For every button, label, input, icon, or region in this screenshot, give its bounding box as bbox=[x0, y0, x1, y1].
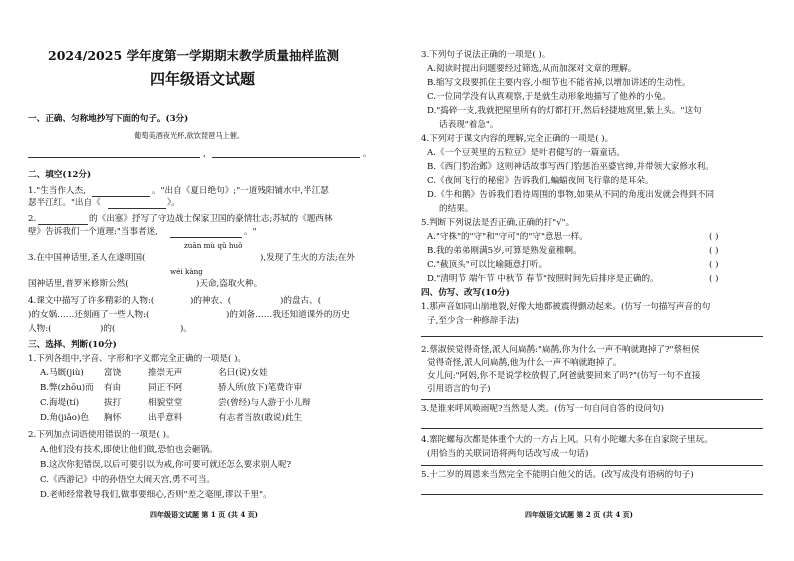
fill-q1-c: 瑟半江红。"出自《 bbox=[28, 198, 101, 208]
choice-q3: 3.下列句子说法正确的一项是( )。 bbox=[421, 50, 551, 60]
option-a[interactable]: A.阅读时提出问题要经过筛选,从而加深对文章的理解。 bbox=[427, 64, 637, 74]
fill-q2-b: 的《出塞》抒写了守边战士保家卫国的豪情壮志;苏轼的《题西林 bbox=[89, 214, 333, 224]
answer-line[interactable] bbox=[421, 399, 763, 400]
page-footer: 四年级语文试题 第 2 页 (共 4 页) bbox=[525, 510, 633, 519]
fill-q4-f: 人物:( bbox=[28, 324, 52, 334]
option-d[interactable]: D.《牛和鹅》告诉我们看待周围的事物,如果从不同的角度出发就会得到不同 bbox=[427, 190, 715, 200]
answer-line[interactable] bbox=[28, 157, 200, 158]
rewrite-q3: 3.是谁来呼风唤雨呢?当然是人类。(仿写一句自问自答的设问句) bbox=[421, 404, 664, 414]
rewrite-q2-b: 觉得奇怪,派人问扁鹊,他为什么一声不响就跑掉了。 bbox=[427, 358, 622, 368]
rewrite-q1: 1.那声音如同山崩地裂,好像大地都被震得颤动起来。(仿写一句描写声音的句 bbox=[421, 302, 711, 312]
rewrite-q2-c: 女儿问:"阿妈,你不是说学校放假了,阿爸就要回来了吗?"(仿写一句不直接 bbox=[427, 371, 701, 381]
section-3-heading: 三、选择、判断(10分) bbox=[28, 340, 117, 350]
option-b[interactable]: B.缩写文段要抓住主要内容,小细节也不能省掉,以增加讲述的生动性。 bbox=[427, 78, 691, 88]
answer-line[interactable] bbox=[421, 428, 763, 429]
judge-q5: 5.判断下列说法是否正确,正确的打"√"。 bbox=[421, 218, 575, 228]
answer-blank[interactable] bbox=[108, 208, 166, 209]
answer-line[interactable] bbox=[421, 494, 763, 495]
option-d[interactable]: D."捣碎一支,我就把屋里所有的灯都打开,然后轻捷地窝里,紫上头。"这句 bbox=[427, 106, 702, 116]
choice-q1: 1.下列各组中,字音、字形和字义都完全正确的一项是( )。 bbox=[28, 354, 247, 364]
rewrite-q4-cont: (用恰当的关联词语将两句话改写成一句话) bbox=[427, 449, 589, 459]
option-c[interactable]: C.《西游记》中的孙悟空大闹天宫,勇不可当。 bbox=[40, 475, 216, 485]
option-b[interactable]: B.《西门豹治邺》这则神话故事写西门豹惩治巫婆官绅,并带领大家修水利。 bbox=[427, 162, 714, 172]
fill-q4-b: )的神农、( bbox=[190, 296, 232, 306]
option-row[interactable]: B.弊(zhōu)而 bbox=[40, 383, 94, 393]
fill-q2-c: 壁》告诉我们一个道理:"当事者迷, bbox=[28, 227, 158, 237]
fill-q3-d: )天命,盗取火种。 bbox=[196, 279, 263, 289]
option-c[interactable]: C.一位同学没有认真观察,于是就生动形象地描写了他养的小兔。 bbox=[427, 92, 671, 102]
section-2-heading: 二、填空(12分) bbox=[28, 170, 92, 180]
answer-paren[interactable]: ( ) bbox=[709, 246, 719, 256]
exam-page-1: 2024/2025 学年度第一学期期末教学质量抽样监测 四年级语文试题 一、正确、匀称地抄写下面的句子。(3分) 葡萄美酒夜光杯,欲饮琵琶马上催。 , 。 二、填空(12分) 1."生当作人杰, 。"出自《夏日绝句》;"一道残阳铺水中,半江瑟 瑟半江红。"出自《 》。 2. 的《出塞》抒写了守边战士保家卫国的豪情壮志;苏轼的《题西林 壁》告诉我们一个道理:"当事者迷, 。" zuān mù qǔ huǒ 3.在中国神话里,圣人在遂明国( ),发现了生火的方法;在外 wéi kàng 国神话里,普罗米修斯公然( )天命,盗取火种。 4.课文中描写了许多精彩的人物:( )的神农、( )的盘古、( )的女娲……还刻画了一些人物:( )的刘备……我还知道课外的历史 人物:( )的( )。 三、选择、判断(10分) 1.下列各组中,字音、字形和字义都完全正确的一项是( )。 A.马厩(jiù) 富饶 推崇无声 名曰(说)女娃 B.弊(zhōu)而 有由 同正不阿 骄人所(放下)笔费许审 C.海堤(tí) 拔打 相貌堂堂 尝(曾经)与人游于小儿辩 D.角(jiǎo)色 胸怀 出乎意料 有志者当放(敢说)此生 2.下列加点词语使用错误的一项是( )。 A.他们没有技术,即使让他们做,恐怕也会砸锅。 B.这次你犯错误,以后可要引以为戒,你可要可就还怎么要求别人呢? C.《西游记》中的孙悟空大闹天宫,勇不可当。 D.老师经常教导我们,做事要细心,否则"差之毫厘,谬以千里"。 四年级语文试题 第 1 页 (共 4 页) bbox=[28, 48, 372, 519]
rewrite-q2-d: 引用语言的句子) bbox=[427, 384, 491, 394]
fill-q4-c: )的盘古、( bbox=[280, 296, 322, 306]
choice-q4: 4.下列对于课文内容的理解,完全正确的一项是( )。 bbox=[421, 134, 614, 144]
fill-q3-c: 国神话里,普罗米修斯公然( bbox=[28, 279, 129, 289]
fill-q1-b: 。"出自《夏日绝句》;"一道残阳铺水中,半江瑟 bbox=[152, 186, 329, 196]
judge-c: C."截顶头"可以比喻随意打听。 bbox=[427, 260, 548, 270]
page-footer: 四年级语文试题 第 1 页 (共 4 页) bbox=[150, 510, 258, 519]
fill-q3-b: ),发现了生火的方法;在外 bbox=[260, 253, 355, 263]
fill-q4-e: )的刘备……我还知道课外的历史 bbox=[226, 310, 350, 320]
option-d[interactable]: D.老师经常教导我们,做事要细心,否则"差之毫厘,谬以千里"。 bbox=[40, 490, 272, 500]
answer-paren[interactable]: ( ) bbox=[709, 232, 719, 242]
fill-q1-d: 》。 bbox=[167, 198, 180, 208]
rewrite-q5: 5.十二岁的周恩来当然完全不能明白他父的话。(改写成没有语病的句子) bbox=[421, 470, 694, 480]
rewrite-q1-cont: 子,至少含一种修辞手法) bbox=[427, 316, 520, 326]
pinyin-2: wéi kàng bbox=[170, 267, 203, 276]
fill-q2-d: 。" bbox=[244, 227, 257, 237]
exam-header: 2024/2025 学年度第一学期期末教学质量抽样监测 bbox=[48, 48, 339, 63]
answer-paren[interactable]: ( ) bbox=[709, 274, 719, 284]
answer-line[interactable] bbox=[421, 465, 763, 466]
answer-blank[interactable] bbox=[38, 224, 88, 225]
judge-d: D."清明节 端午节 中秋节 春节"按照时间先后排序是正确的。 bbox=[427, 274, 659, 284]
fill-q4-a: 4.课文中描写了许多精彩的人物:( bbox=[28, 296, 155, 306]
rewrite-q4: 4.寨陀螺每次都是体重个大的一方占上风。只有小陀螺大多在自家院子里玩。 bbox=[421, 435, 713, 445]
fill-q3-a: 3.在中国神话里,圣人在遂明国( bbox=[28, 253, 146, 263]
fill-q4-h: )。 bbox=[180, 324, 192, 334]
option-c[interactable]: C.《夜间飞行的秘密》告诉我们,蝙蝠夜间飞行靠的是耳朵。 bbox=[427, 176, 654, 186]
option-d-cont: 的结果。 bbox=[439, 204, 474, 214]
fill-q1-a: 1."生当作人杰, bbox=[28, 186, 86, 196]
answer-line[interactable] bbox=[212, 157, 360, 158]
judge-b: B.我的弟弟刚满5岁,可算是熟发童稚啊。 bbox=[427, 246, 582, 256]
fill-q4-g: )的( bbox=[100, 324, 116, 334]
option-row[interactable]: A.马厩(jiù) bbox=[40, 368, 84, 378]
option-row[interactable]: D.角(jiǎo)色 bbox=[40, 413, 89, 423]
option-d-cont: 话表现"着急"。 bbox=[439, 120, 499, 130]
option-row[interactable]: C.海堤(tí) bbox=[40, 398, 80, 408]
answer-paren[interactable]: ( ) bbox=[709, 260, 719, 270]
section-1-heading: 一、正确、匀称地抄写下面的句子。(3分) bbox=[28, 114, 189, 124]
fill-q4-d: )的女娲……还刻画了一些人物:( bbox=[28, 310, 150, 320]
section-4-heading: 四、仿写、改写(10分) bbox=[421, 288, 510, 298]
option-a[interactable]: A.他们没有技术,即使让他们做,恐怕也会砸锅。 bbox=[40, 445, 218, 455]
option-b[interactable]: B.这次你犯错误,以后可要引以为戒,你可要可就还怎么要求别人呢? bbox=[40, 460, 292, 470]
answer-line[interactable] bbox=[421, 336, 763, 337]
copy-sentence: 葡萄美酒夜光杯,欲饮琵琶马上催。 bbox=[134, 131, 245, 140]
pinyin-1: zuān mù qǔ huǒ bbox=[184, 241, 243, 250]
option-a[interactable]: A.《一个豆荚里的五粒豆》是叶君健写的一篇童话。 bbox=[427, 148, 626, 158]
exam-title: 四年级语文试题 bbox=[150, 70, 256, 88]
exam-page-2 bbox=[397, 0, 794, 561]
judge-a: A."守株"的"守"和"守可"的"守"意思一样。 bbox=[427, 232, 588, 242]
rewrite-q2: 2.蔡淑侯觉得奇怪,派人问扁鹊:"扁鹊,你为什么一声不响就跑掉了?"蔡桓侯 bbox=[421, 345, 700, 355]
fill-q2-a: 2. bbox=[28, 214, 37, 224]
answer-blank[interactable] bbox=[92, 196, 150, 197]
answer-blank[interactable] bbox=[170, 237, 242, 238]
choice-q2: 2.下列加点词语使用错误的一项是( )。 bbox=[28, 430, 175, 440]
